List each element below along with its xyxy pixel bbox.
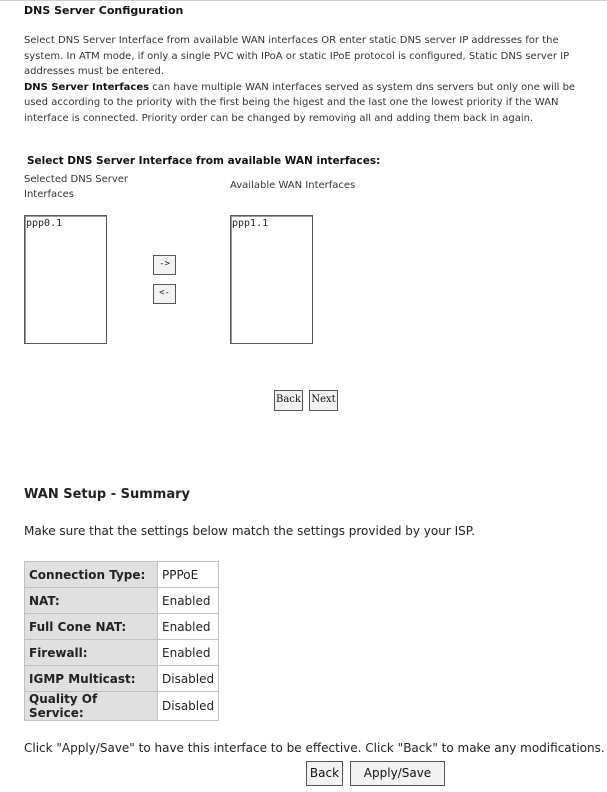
available-interfaces-label: Available WAN Interfaces [230,180,356,191]
list-item[interactable]: ppp0.1 [26,218,63,229]
add-interface-button[interactable]: -> [153,255,176,275]
summary-key: NAT: [25,588,158,614]
summary-title: WAN Setup - Summary [24,487,190,502]
table-row [25,640,219,666]
table-row [25,692,219,721]
summary-key: Firewall: [25,640,158,666]
summary-back-button[interactable]: Back [306,761,343,786]
summary-key: IGMP Multicast: [25,666,158,692]
apply-save-button[interactable]: Apply/Save [350,761,445,786]
summary-value: Disabled [158,692,219,721]
summary-note: Make sure that the settings below match the settings provided by your ISP. [24,524,475,538]
dns-back-button[interactable]: Back [274,390,303,411]
table-row [25,588,219,614]
table-row [25,562,219,588]
summary-value: Enabled [158,640,219,666]
summary-value: Enabled [158,588,219,614]
summary-table [24,561,219,721]
dns-interfaces-term: DNS Server Interfaces [24,81,150,93]
apply-instructions: Click "Apply/Save" to have this interface to be effective. Click "Back" to make any modifications. [24,741,605,755]
table-row [25,614,219,640]
dns-description-intro: Select DNS Server Interface from available WAN interfaces OR enter static DNS server IP addresses for the system. In ATM mode, if only a single PVC with IPoA or static IPoE protocol is configured, Static DNS server IP addresses must be entered. [24,35,570,77]
summary-value: PPPoE [158,562,219,588]
list-item[interactable]: ppp1.1 [232,218,269,229]
select-interface-heading: Select DNS Server Interface from available WAN interfaces: [27,155,381,167]
selected-interfaces-label: Selected DNS Server Interfaces [24,174,129,200]
remove-interface-button[interactable]: <- [153,284,176,304]
summary-value: Enabled [158,614,219,640]
dns-config-title: DNS Server Configuration [24,4,184,17]
available-interfaces-listbox[interactable] [230,215,313,344]
summary-value: Disabled [158,666,219,692]
summary-key: Full Cone NAT: [25,614,158,640]
dns-description [24,33,594,126]
summary-key: Quality Of Service: [25,692,158,721]
top-divider [0,0,607,1]
dns-next-button[interactable]: Next [309,390,338,411]
selected-interfaces-listbox[interactable] [24,215,107,344]
summary-key: Connection Type: [25,562,158,588]
table-row [25,666,219,692]
dns-description-priority: can have multiple WAN interfaces served as system dns servers but only one will be used according to the priority with the first being the higest and the last one the lowest priority if the WAN interface is connected. Priority order can be changed by removing all and adding them back in again. [24,81,576,124]
